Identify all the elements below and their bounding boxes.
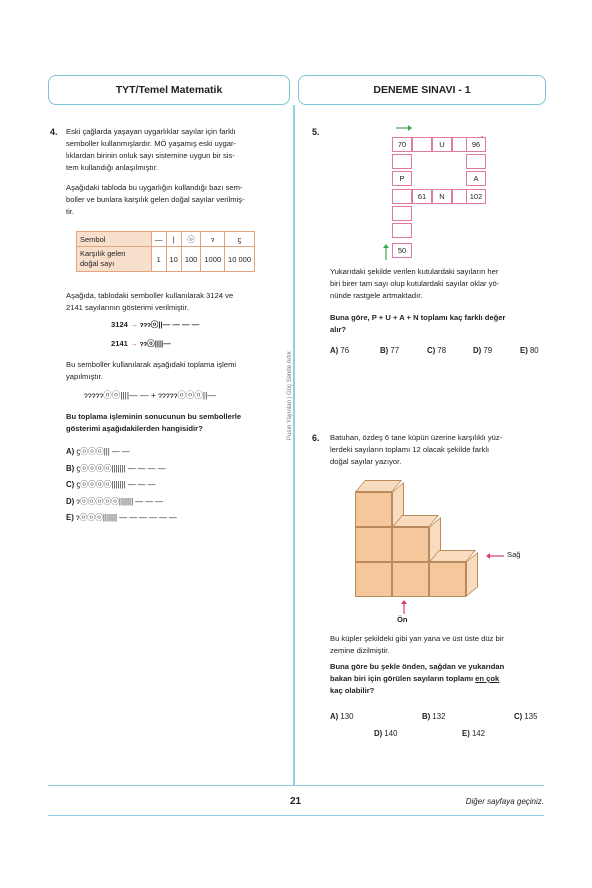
q4-table-intro-line: Aşağıdaki tabloda bu uygarlığın kullandığı bazı sem- xyxy=(66,183,243,192)
cube xyxy=(355,492,392,527)
q6-question-line: Buna göre bu şekle önden, sağdan ve yukarıdan xyxy=(330,662,505,671)
option-text: 140 xyxy=(384,729,398,738)
q5-text-line: Yukarıdaki şekilde verilen kutulardaki sayıların her xyxy=(330,267,499,276)
example-number: 2141 xyxy=(111,339,128,348)
option-text: 142 xyxy=(471,729,485,738)
question-4-intro xyxy=(66,126,236,174)
box-p: P xyxy=(392,171,412,186)
q5-text-line: nünde rastgele artmaktadır. xyxy=(330,291,423,300)
q6-text2-line: Bu küpler şekildeki gibi yan yana ve üst üste düz bir xyxy=(330,634,504,643)
option-label: D) xyxy=(66,497,75,506)
q6-option-a[interactable] xyxy=(330,712,353,721)
question-4-table-intro xyxy=(66,182,245,218)
q4-sum-intro-line: Bu semboller kullanılarak aşağıdaki toplama işlemi xyxy=(66,360,237,369)
column-divider xyxy=(293,105,295,785)
box-96: 96 xyxy=(466,137,486,152)
footer-rule-top xyxy=(48,785,544,786)
q4-question-line: gösterimi aşağıdakilerden hangisidir? xyxy=(66,424,203,433)
q5-question-line: Buna göre, P + U + A + N toplamı kaç farklı değer xyxy=(330,313,506,322)
option-text: 135 xyxy=(524,712,538,721)
question-6-number: 6. xyxy=(312,433,320,443)
q5-question-line: alır? xyxy=(330,325,347,334)
option-text: 132 xyxy=(432,712,446,721)
example-symbols: ɂɂɂⓞ||— — — — xyxy=(139,320,200,329)
header-subject-text: TYT/Temel Matematik xyxy=(115,84,223,96)
option-text: 130 xyxy=(340,712,354,721)
box-empty xyxy=(392,154,412,169)
question-5-question xyxy=(330,312,506,336)
cube xyxy=(355,527,392,562)
sum-expression: ɂɂɂɂɂⓞⓞ||||— — + ɂɂɂɂɂⓞⓞⓞ||— xyxy=(84,390,216,400)
option-label: D) xyxy=(374,729,383,738)
q6-question-line xyxy=(330,673,504,685)
label-right: Sağ xyxy=(507,550,521,559)
page-number: 21 xyxy=(290,796,302,807)
box-70: 70 xyxy=(392,137,412,152)
next-page-note: Diğer sayfaya geçiniz. xyxy=(465,797,544,806)
option-text: 78 xyxy=(437,346,447,355)
value-cell: 1000 xyxy=(201,247,225,272)
q6-option-d[interactable] xyxy=(374,729,397,738)
option-label: E) xyxy=(462,729,470,738)
option-text: ɂⓞⓞⓞ||||||| — — — — — — xyxy=(75,513,177,522)
example-number: 3124 xyxy=(111,320,128,329)
q6-option-c[interactable] xyxy=(514,712,537,721)
symbol-cell: ⓞ xyxy=(181,232,201,247)
cube-side xyxy=(466,552,478,597)
q4-table-intro-line: tir. xyxy=(66,207,75,216)
option-text: 80 xyxy=(529,346,539,355)
box-102: 102 xyxy=(466,189,486,204)
value-row-label-line: Karşılık gelen xyxy=(80,249,126,258)
option-d[interactable] xyxy=(66,496,163,507)
option-label: C) xyxy=(514,712,523,721)
option-text: 79 xyxy=(483,346,493,355)
cube xyxy=(429,562,466,597)
label-front: Ön xyxy=(397,615,408,624)
green-arrow-head xyxy=(408,125,412,131)
question-6-intro xyxy=(330,432,502,468)
box-empty xyxy=(466,154,486,169)
box-61: 61 xyxy=(412,189,432,204)
q6-text2-line: zemine dizilmiştir. xyxy=(330,646,390,655)
symbol-row-label: Sembol xyxy=(77,232,152,247)
option-e[interactable] xyxy=(66,512,177,523)
symbol-row xyxy=(77,232,255,247)
question-4-sum-intro xyxy=(66,359,236,383)
value-row-label-line: doğal sayı xyxy=(80,259,115,268)
option-text: ϛⓞⓞⓞⓞ||||||| — — — — xyxy=(76,464,166,473)
option-label: D) xyxy=(473,346,482,355)
question-4-number: 4. xyxy=(50,127,58,137)
q4-question-line: Bu toplama işleminin sonucunun bu sembollerle xyxy=(66,412,242,421)
arrow-right-icon: → xyxy=(130,320,138,329)
q4-ex-intro-line: 2141 sayılarının gösterimi verilmiştir. xyxy=(66,303,189,312)
question-4-question xyxy=(66,411,241,435)
option-text: ϛⓞⓞⓞ||| — — xyxy=(76,447,130,456)
q4-intro-line: semboller kullanmışlardır. MÖ yaşamış eski uygar- xyxy=(66,139,237,148)
value-cell: 10 xyxy=(166,247,181,272)
cube xyxy=(392,527,429,562)
option-label: E) xyxy=(66,513,74,522)
option-label: C) xyxy=(66,480,75,489)
q6-question-line: kaç olabilir? xyxy=(330,686,375,695)
q4-intro-line: tem kullandığı anlaşılmıştır. xyxy=(66,163,159,172)
option-b[interactable] xyxy=(66,463,166,474)
question-5-text xyxy=(330,266,499,302)
symbol-cell: — xyxy=(152,232,167,247)
header-exam-text: DENEME SINAVI - 1 xyxy=(373,84,471,96)
q4-intro-line: Eski çağlarda yaşayan uygarlıklar sayılar için farklı xyxy=(66,127,236,136)
pink-arrow-up-icon xyxy=(399,600,409,614)
option-text: ɂⓞⓞⓞⓞⓞ||||||| — — — xyxy=(76,497,163,506)
side-publisher-text: Pusın Yayınları | Güç Sende Artık xyxy=(287,351,293,440)
box-empty xyxy=(412,137,432,152)
option-text: 77 xyxy=(390,346,400,355)
q5-text-line: biri birer tam sayı olup kutulardaki sayılar oklar yö- xyxy=(330,279,500,288)
header-subject xyxy=(48,75,290,105)
box-n: N xyxy=(432,189,452,204)
value-row-label xyxy=(77,247,152,272)
green-arrow-up-head xyxy=(383,244,389,248)
arrow-right-icon: → xyxy=(130,339,138,348)
value-row xyxy=(77,247,255,272)
q6-question-emphasis: en çok xyxy=(475,674,500,683)
example-symbols: ɂɂⓞ||||— xyxy=(139,339,171,348)
box-empty xyxy=(392,206,412,221)
option-label: A) xyxy=(330,712,339,721)
q6-option-e[interactable] xyxy=(462,729,485,738)
example-2141 xyxy=(111,338,171,350)
question-5-number: 5. xyxy=(312,127,320,137)
header-exam xyxy=(298,75,546,105)
pink-arrow-left-icon xyxy=(486,551,506,561)
box-50: 50 xyxy=(392,243,412,258)
q6-option-b[interactable] xyxy=(422,712,445,721)
value-cell: 100 xyxy=(181,247,201,272)
symbol-cell: ɂ xyxy=(201,232,225,247)
option-label: A) xyxy=(330,346,339,355)
option-label: C) xyxy=(427,346,436,355)
q6-intro-line: doğal sayılar yazıyor. xyxy=(330,457,402,466)
value-cell: 10 000 xyxy=(225,247,255,272)
q4-table-intro-line: boller ve bunlara karşılık gelen doğal sayılar verilmiş- xyxy=(66,195,245,204)
option-text: ϛⓞⓞⓞⓞ||||||| — — — xyxy=(76,480,156,489)
q4-ex-intro-line: Aşağıda, tablodaki semboller kullanılarak 3124 ve xyxy=(66,291,234,300)
option-a[interactable] xyxy=(66,446,130,457)
option-label: E) xyxy=(520,346,528,355)
q5-option-d[interactable] xyxy=(473,346,492,355)
cube xyxy=(355,562,392,597)
value-cell: 1 xyxy=(152,247,167,272)
box-empty xyxy=(392,189,412,204)
question-6-text2 xyxy=(330,633,504,657)
footer-rule-bottom xyxy=(48,815,544,816)
q6-intro-line: Batuhan, özdeş 6 tane küpün üzerine karşılıklı yüz- xyxy=(330,433,503,442)
q5-option-c[interactable] xyxy=(427,346,446,355)
example-3124 xyxy=(111,319,199,331)
q5-option-b[interactable] xyxy=(380,346,399,355)
q6-question-part: bakan biri için görülen sayıların toplamı xyxy=(330,674,476,683)
box-empty xyxy=(392,223,412,238)
symbol-table xyxy=(76,231,255,272)
symbol-cell: | xyxy=(166,232,181,247)
cube xyxy=(392,562,429,597)
question-6-question xyxy=(330,661,504,697)
question-4-example-intro xyxy=(66,290,233,314)
option-text: 76 xyxy=(340,346,350,355)
q5-option-a[interactable] xyxy=(330,346,349,355)
q4-intro-line: lıklardan birinin onluk sayı sistemine uygun bir sis- xyxy=(66,151,235,160)
option-label: B) xyxy=(380,346,389,355)
q6-intro-line: lerdeki sayıların toplamı 12 olacak şekilde farklı xyxy=(330,445,490,454)
q5-option-e[interactable] xyxy=(520,346,539,355)
box-a: A xyxy=(466,171,486,186)
q4-sum-intro-line: yapılmıştır. xyxy=(66,372,103,381)
option-label: B) xyxy=(422,712,431,721)
option-label: B) xyxy=(66,464,75,473)
box-u: U xyxy=(432,137,452,152)
symbol-cell: ϛ xyxy=(225,232,255,247)
option-label: A) xyxy=(66,447,75,456)
option-c[interactable] xyxy=(66,479,156,490)
